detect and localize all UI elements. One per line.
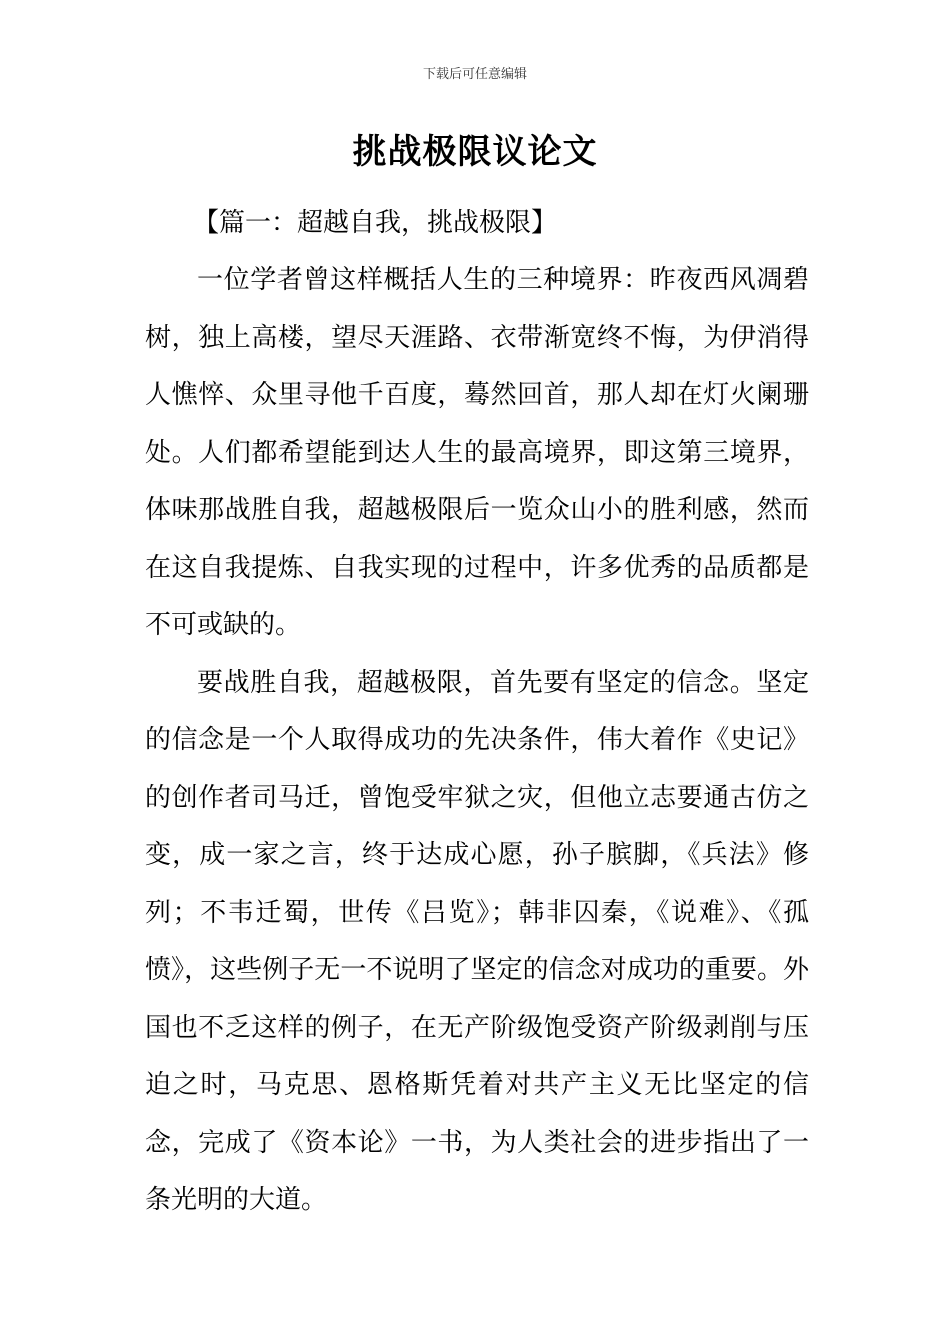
section-heading: 【篇一：超越自我，挑战极限】: [193, 208, 558, 238]
document-body: [145, 195, 809, 1230]
header-note: 下载后可任意编辑: [422, 67, 527, 82]
paragraph-2: 要战胜自我，超越极限，首先要有坚定的信念。坚定的信念是一个人取得成功的先决条件，伟大着作《史记》的创作者司马迁，曾饱受牢狱之灾，但他立志要通古仿之变，成一家之言，终于达成心愿，孙子膑脚，《兵法》修列；不韦迁蜀，世传《吕览》；韩非囚秦，《说难》、《孤愤》，这些例子无一不说明了坚定的信念对成功的重要。外国也不乏这样的例子，在无产阶级饱受资产阶级剥削与压迫之时，马克思、恩格斯凭着对共产主义无比坚定的信念，完成了《资本论》一书，为人类社会的进步指出了一条光明的大道。: [145, 667, 809, 1215]
document-title: 挑战极限议论文: [352, 132, 598, 172]
paragraph-1: 一位学者曾这样概括人生的三种境界：昨夜西风凋碧树，独上高楼，望尽天涯路、衣带渐宽终不悔，为伊消得人憔悴、众里寻他千百度，蓦然回首，那人却在灯火阑珊处。人们都希望能到达人生的最高境界，即这第三境界，体味那战胜自我，超越极限后一览众山小的胜利感，然而在这自我提炼、自我实现的过程中，许多优秀的品质都是不可或缺的。: [145, 265, 809, 640]
